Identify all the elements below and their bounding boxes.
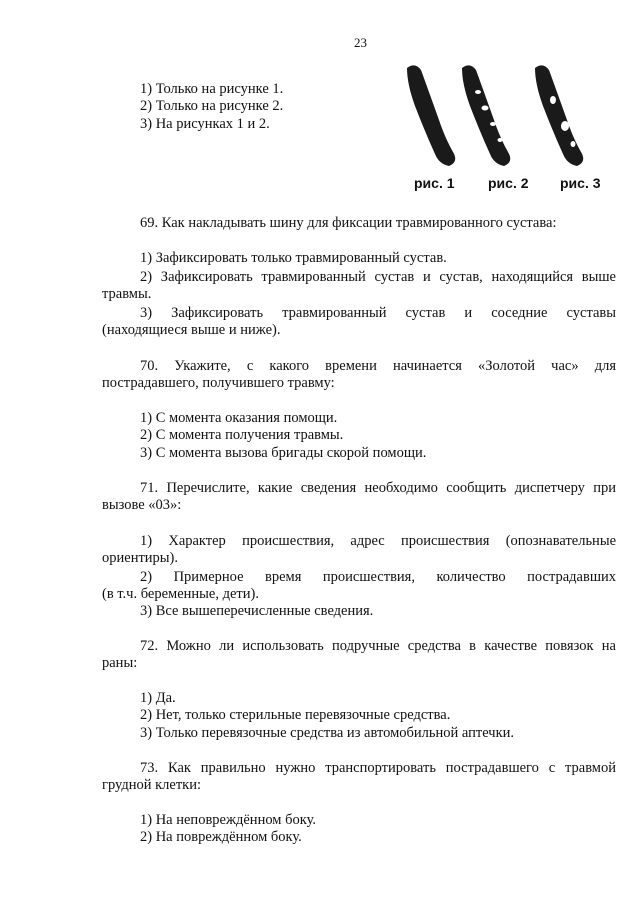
- q71-option-3: 3) Все вышеперечисленные сведения.: [140, 603, 374, 619]
- q73-question: 73. Как правильно нужно транспортировать пострадавшего с травмой: [140, 760, 616, 776]
- figure-1-arm: [407, 65, 455, 166]
- q71-option-1: 1) Характер происшествия, адрес происшествия (опознавательные: [140, 533, 616, 549]
- q71-question: 71. Перечислите, какие сведения необходимо сообщить диспетчеру при: [140, 480, 616, 496]
- q70-option-1: 1) С момента оказания помощи.: [140, 410, 338, 426]
- prev-option-1: 1) Только на рисунке 1.: [140, 81, 284, 97]
- q72-question-cont: раны:: [102, 655, 138, 671]
- q69-option-3: 3) Зафиксировать травмированный сустав и соседние суставы: [140, 305, 616, 321]
- q69-option-1: 1) Зафиксировать только травмированный сустав.: [140, 250, 447, 266]
- q72-option-2: 2) Нет, только стерильные перевязочные средства.: [140, 707, 451, 723]
- figure-2-arm: [462, 65, 510, 166]
- q72-option-1: 1) Да.: [140, 690, 176, 706]
- figure-3-arm: [535, 65, 583, 166]
- q70-question-cont: пострадавшего, получившего травму:: [102, 375, 335, 391]
- q71-option-2-cont: (в т.ч. беременные, дети).: [102, 586, 259, 602]
- q69-option-3-cont: (находящиеся выше и ниже).: [102, 322, 281, 338]
- arm-bandage-figures: [395, 62, 610, 172]
- prev-option-2: 2) Только на рисунке 2.: [140, 98, 284, 114]
- q71-question-cont: вызове «03»:: [102, 497, 182, 513]
- figure-1-caption: рис. 1: [414, 175, 455, 191]
- q70-option-2: 2) С момента получения травмы.: [140, 427, 344, 443]
- q72-option-3: 3) Только перевязочные средства из автомобильной аптечки.: [140, 725, 515, 741]
- q72-question: 72. Можно ли использовать подручные средства в качестве повязок на: [140, 638, 616, 654]
- q73-option-2: 2) На повреждённом боку.: [140, 829, 302, 845]
- q70-question: 70. Укажите, с какого времени начинается «Золотой час» для: [140, 358, 616, 374]
- q69-option-2: 2) Зафиксировать травмированный сустав и сустав, находящийся выше: [140, 269, 616, 285]
- q71-option-2: 2) Примерное время происшествия, количество пострадавших: [140, 569, 616, 585]
- q71-option-1-cont: ориентиры).: [102, 550, 178, 566]
- figure-3-caption: рис. 3: [560, 175, 601, 191]
- q70-option-3: 3) С момента вызова бригады скорой помощи.: [140, 445, 427, 461]
- q69-question: 69. Как накладывать шину для фиксации травмированного сустава:: [140, 215, 557, 231]
- figure-2-caption: рис. 2: [488, 175, 529, 191]
- q73-question-cont: грудной клетки:: [102, 777, 202, 793]
- prev-option-3: 3) На рисунках 1 и 2.: [140, 116, 270, 132]
- q69-option-2-cont: травмы.: [102, 286, 152, 302]
- page-number: 23: [354, 35, 367, 50]
- q73-option-1: 1) На неповреждённом боку.: [140, 812, 316, 828]
